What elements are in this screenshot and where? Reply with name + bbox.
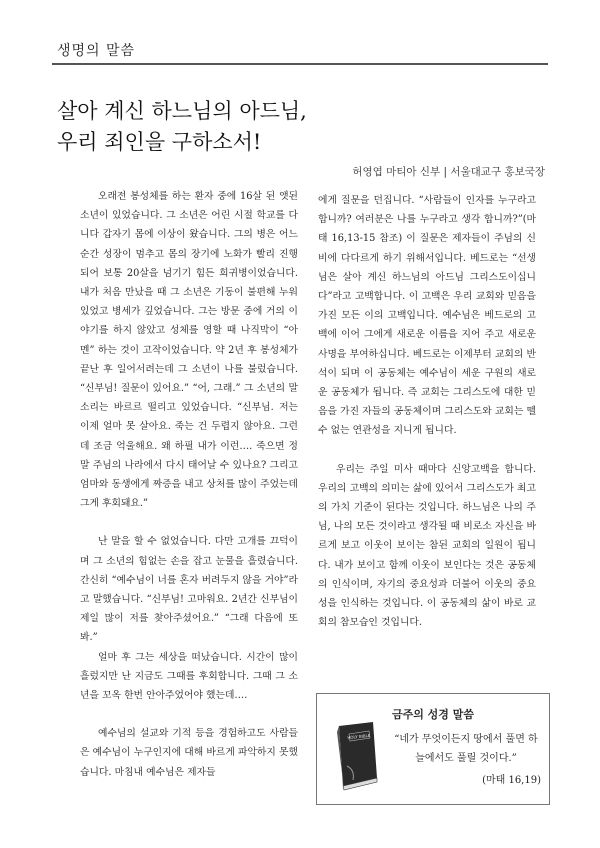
left-column — [80, 187, 298, 782]
paragraph: 얼마 후 그는 세상을 떠났습니다. 시간이 많이 흘렀지만 난 지금도 그때를 후회합니다. 그때 그 소년을 꼬옥 한번 안아주었어야 했는데…. — [80, 651, 298, 702]
paragraph: 우리는 주일 미사 때마다 신앙고백을 합니다. 우리의 고백의 의미는 삶에 있어서 그리스도가 최고의 가치 기준이 된다는 것입니다. 하느님은 나의 주님, 나의 모든 것이라고 생각될 때 비로소 자신을 바르게 보고 이웃이 보이는 참된 교회의 일원이 됩니다. 내가 보이고 함께 이웃이 보인다는 것은 공동체의 인식이며, 자기의 중요성과 더불어 이웃의 중요성을 인식하는 것입니다. 이 공동체의 삶이 바로 교회의 참모습인 것입니다. — [318, 463, 536, 629]
bible-icon-label: HOLY BIBLE — [347, 732, 371, 741]
verse-text: “네가 무엇이든지 땅에서 풀면 하늘에서도 풀릴 것이다.” — [394, 734, 538, 764]
section-label: 생명의 말씀 — [57, 43, 136, 59]
article-title — [57, 96, 537, 158]
weekly-verse-box — [316, 693, 550, 805]
verse-box-title: 금주의 성경 말씀 — [391, 708, 475, 721]
header-divider — [52, 63, 548, 65]
right-column — [318, 191, 536, 632]
paragraph: 난 말을 할 수 없었습니다. 다만 고개를 끄덕이며 그 소년의 힘없는 손을 잡고 눈물을 흘렸습니다. 간신히 “예수님이 너를 혼자 버려두지 않을 거야”라고 말했습니다. “신부님! 고마워요. 2년간 신부님이 제일 많이 저를 찾아주셨어요.” “그래 다음에 또 봐.” — [80, 536, 298, 644]
paragraph: 오래전 봉성체를 하는 환자 중에 16살 된 앳된 소년이 있었습니다. 그 소년은 어린 시절 학교를 다니다 갑자기 몸에 이상이 왔습니다. 그의 병은 어느 순간 성장이 멈추고 몸의 장기에 노화가 빨리 진행되어 보통 20살을 넘기기 힘든 희귀병이었습니다. 내가 처음 만났을 때 그 소년은 기동이 불편해 누워있었고 병세가 깊었습니다. 그는 방문 중에 거의 이야기를 하지 않았고 성체를 영할 때 나직막이 “아멘” 하는 것이 고작이었습니다. 약 2년 후 봉성체가 끝난 후 일어서려는데 그 소년이 나를 불렀습니다. “신부님! 질문이 있어요.” “어, 그래.” 그 소년의 말소리는 바르르 떨리고 있었습니다. “신부님. 저는 이제 얼마 못 살아요. 죽는 건 두렵지 않아요. 그런데 조금 억울해요. 왜 하필 내가 이런…. 죽으면 정말 주님의 나라에서 다시 태어날 수 있나요? 그리고 엄마와 동생에게 짜증을 내고 상처를 많이 주었는데 그게 후회돼요.” — [80, 191, 298, 510]
paragraph: 예수님의 설교와 기적 등을 경험하고도 사람들은 예수님이 누구인지에 대해 바르게 파악하지 못했습니다. 마침내 예수님은 제자들 — [80, 728, 298, 778]
bible-icon — [325, 720, 383, 792]
paragraph: 에게 질문을 던집니다. “사람들이 인자를 누구라고 합니까? 여러분은 나를 누구라고 생각 합니까?”(마태 16,13-15 참조) 이 질문은 제자들이 주님의 신비에 다다르게 하기 위해서입니다. 베드로는 “선생님은 살아 계신 하느님의 아드님 그리스도이십니다”라고 고백합니다. 이 고백은 우리 교회와 믿음을 가진 모든 이의 고백입니다. 예수님은 베드로의 고백에 이어 그에게 새로운 이름을 지어 주고 새로운 사명을 부여하십니다. 베드로는 이제부터 교회의 반석이 되며 이 공동체는 예수님이 세운 구원의 새로운 공동체가 됩니다. 즉 교회는 그리스도에 대한 믿음을 가진 자들의 공동체이며 그리스도와 교회는 뗄 수 없는 연관성을 지니게 됩니다. — [318, 195, 536, 437]
author-byline: 허영엽 마티아 신부 | 서울대교구 홍보국장 — [352, 166, 545, 178]
title-line-2: 우리 죄인을 구하소서! — [57, 130, 262, 154]
verse-reference: (마태 16,19) — [482, 775, 541, 786]
title-line-1: 살아 계신 하느님의 아드님, — [57, 99, 307, 123]
